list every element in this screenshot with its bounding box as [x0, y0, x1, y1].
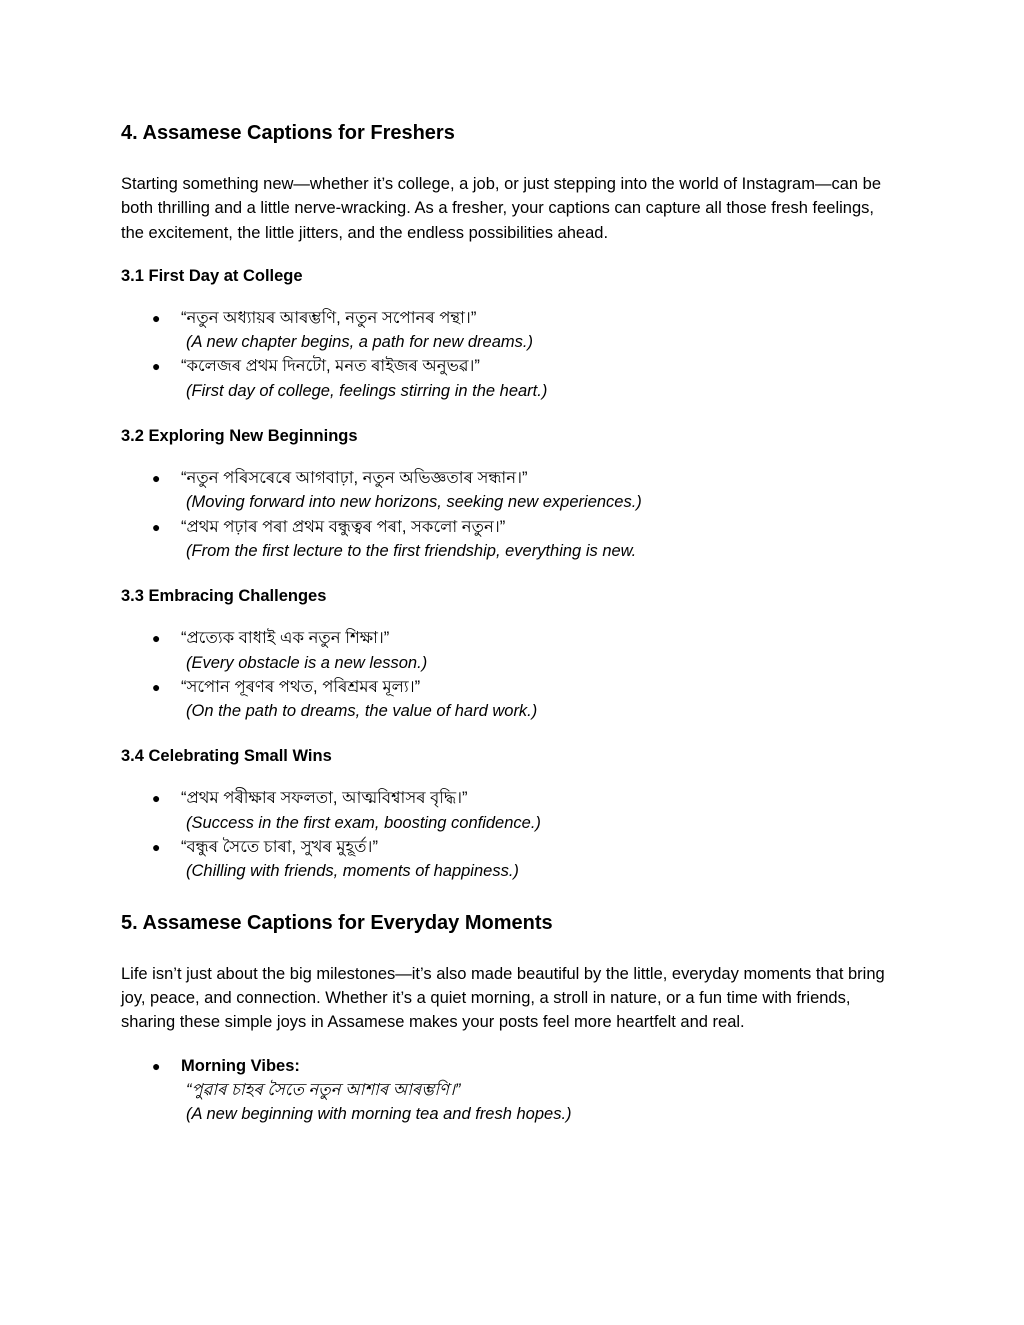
caption-list — [121, 626, 901, 723]
bullet-icon: ● — [152, 518, 161, 535]
bullet-icon: ● — [152, 358, 161, 375]
list-item — [121, 354, 901, 403]
caption-translation: (Every obstacle is a new lesson.) — [186, 653, 428, 672]
caption-translation: (A new chapter begins, a path for new dreams.) — [186, 333, 533, 352]
caption-translation: (From the first lecture to the first friendship, everything is new. — [186, 541, 637, 560]
bullet-icon: ● — [152, 470, 161, 487]
assamese-caption: “পুৱাৰ চাহৰ সৈতে নতুন আশাৰ আৰম্ভণি।” — [186, 1080, 461, 1099]
bullet-icon: ● — [152, 630, 161, 647]
list-item — [121, 675, 901, 724]
assamese-caption: “কলেজৰ প্ৰথম দিনটো, মনত ৰাইজৰ অনুভৱ।” — [181, 357, 480, 376]
section-5-title: 5. Assamese Captions for Everyday Moments — [121, 911, 553, 934]
list-item — [121, 306, 901, 355]
bullet-icon: ● — [152, 790, 161, 807]
caption-translation: (First day of college, feelings stirring in the heart.) — [186, 381, 548, 400]
bullet-icon: ● — [152, 678, 161, 695]
caption-translation: (Success in the first exam, boosting confidence.) — [186, 813, 541, 832]
caption-list — [121, 786, 901, 883]
caption-list — [121, 1054, 901, 1127]
caption-list — [121, 466, 901, 563]
assamese-caption: “প্ৰত্যেক বাধাই এক নতুন শিক্ষা।” — [181, 629, 390, 648]
bullet-icon: ● — [152, 1057, 161, 1074]
assamese-caption: “নতুন পৰিসৰেৰে আগবাঢ়া, নতুন অভিজ্ঞতাৰ সন্ধান।” — [181, 469, 528, 488]
list-item — [121, 466, 901, 515]
subsection-title: 3.3 Embracing Challenges — [121, 587, 327, 606]
subsection-title: 3.1 First Day at College — [121, 266, 303, 285]
assamese-caption: “প্ৰথম পৰীক্ষাৰ সফলতা, আত্মবিশ্বাসৰ বৃদ্ধি।” — [181, 789, 468, 808]
section-4-intro: Starting something new—whether it’s college, a job, or just stepping into the world of Instagram—can be both thrilling and a little nerve-wracking. As a fresher, your captions can capture all those fresh feelings, the excitement, the little jitters, and the endless possibilities ahead. — [121, 175, 882, 242]
document-page — [121, 118, 901, 1126]
subsection-title: 3.4 Celebrating Small Wins — [121, 747, 332, 766]
bullet-icon: ● — [152, 839, 161, 856]
bullet-icon: ● — [152, 309, 161, 326]
caption-translation: (Moving forward into new horizons, seeking new experiences.) — [186, 493, 642, 512]
list-item — [121, 786, 901, 835]
subsection-title: 3.2 Exploring New Beginnings — [121, 427, 358, 446]
list-item — [121, 626, 901, 675]
assamese-caption: “বন্ধুৰ সৈতে চাৰা, সুখৰ মুহূৰ্ত।” — [181, 838, 378, 857]
caption-list — [121, 306, 901, 403]
caption-translation: (On the path to dreams, the value of hard work.) — [186, 702, 538, 721]
assamese-caption: “প্ৰথম পঢ়াৰ পৰা প্ৰথম বন্ধুত্বৰ পৰা, সকলো নতুন।” — [181, 517, 506, 536]
section-4-title: 4. Assamese Captions for Freshers — [121, 122, 455, 144]
section-5-intro: Life isn’t just about the big milestones—it’s also made beautiful by the little, everyday moments that bring joy, peace, and connection. Whether it’s a quiet morning, a stroll in nature, or a fun time with friends, sharing these simple joys in Assamese makes your posts feel more heartfelt and real. — [121, 964, 885, 1032]
list-item — [121, 835, 901, 884]
list-item — [121, 515, 901, 564]
assamese-caption: “নতুন অধ্যায়ৰ আৰম্ভণি, নতুন সপোনৰ পন্থা।” — [181, 308, 477, 327]
caption-translation: (Chilling with friends, moments of happiness.) — [186, 862, 519, 881]
caption-translation: (A new beginning with morning tea and fresh hopes.) — [186, 1105, 572, 1124]
assamese-caption: “সপোন পূৰণৰ পথত, পৰিশ্ৰমৰ মূল্য।” — [181, 677, 421, 696]
item-label: Morning Vibes: — [181, 1056, 300, 1075]
list-item — [121, 1054, 901, 1127]
